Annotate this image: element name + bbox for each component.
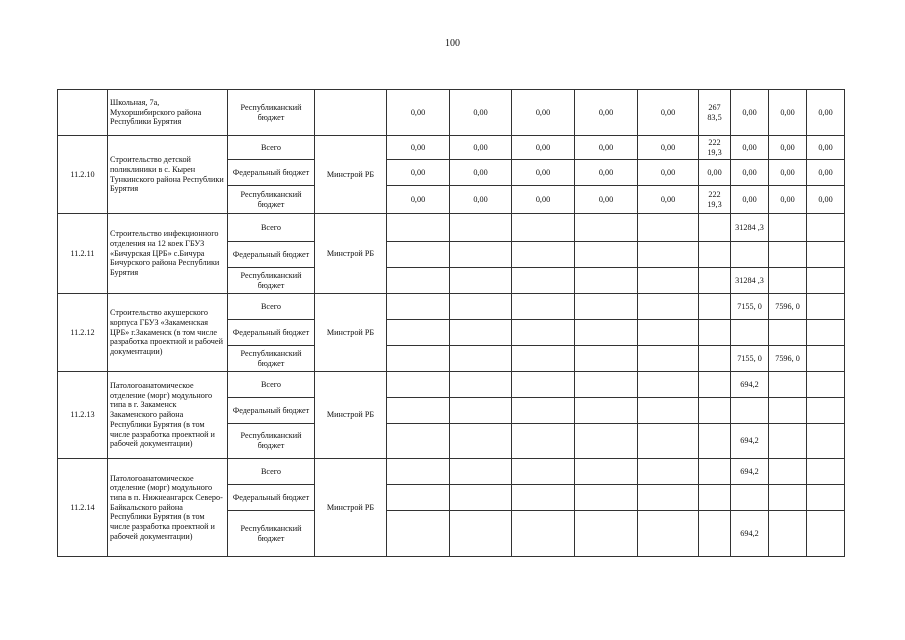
funding-source: Республиканский бюджет (228, 186, 315, 214)
value-cell (450, 268, 512, 294)
table-row (58, 90, 845, 136)
executor: Минстрой РБ (315, 214, 387, 294)
value-cell (769, 485, 807, 511)
value-cell (450, 424, 512, 459)
value-cell (699, 398, 731, 424)
value-cell: 7155, 0 (731, 294, 769, 320)
value-cell: 0,00 (638, 186, 699, 214)
funding-source: Всего (228, 372, 315, 398)
value-cell (638, 485, 699, 511)
value-cell (699, 485, 731, 511)
value-cell: 31284 ,3 (731, 268, 769, 294)
value-cell (638, 372, 699, 398)
value-cell (807, 372, 845, 398)
value-cell: 0,00 (450, 136, 512, 160)
value-cell (699, 511, 731, 557)
value-cell (450, 346, 512, 372)
funding-source: Всего (228, 214, 315, 242)
funding-source: Федеральный бюджет (228, 485, 315, 511)
value-cell (699, 320, 731, 346)
value-cell (638, 268, 699, 294)
value-cell (575, 346, 638, 372)
value-cell (387, 268, 450, 294)
value-cell (575, 320, 638, 346)
value-cell: 0,00 (575, 186, 638, 214)
value-cell (575, 214, 638, 242)
row-name: Патологоанатомическое отделение (морг) модульного типа в п. Нижнеангарск Северо-Байкальского района Республики Бурятия (в том числе разработка проектной и рабочей документации) (108, 459, 228, 557)
value-cell: 0,00 (512, 136, 575, 160)
executor: Минстрой РБ (315, 459, 387, 557)
value-cell (807, 294, 845, 320)
table-row (58, 294, 845, 320)
value-cell (387, 320, 450, 346)
value-cell: 0,00 (387, 160, 450, 186)
value-cell (450, 459, 512, 485)
value-cell (769, 242, 807, 268)
value-cell (807, 424, 845, 459)
value-cell (638, 242, 699, 268)
value-cell (387, 424, 450, 459)
value-cell: 0,00 (575, 90, 638, 136)
value-cell: 7596, 0 (769, 294, 807, 320)
value-cell (512, 398, 575, 424)
value-cell (450, 320, 512, 346)
value-cell: 0,00 (450, 186, 512, 214)
value-cell: 0,00 (512, 186, 575, 214)
table-row (58, 214, 845, 242)
value-cell (575, 398, 638, 424)
value-cell (512, 242, 575, 268)
funding-source: Федеральный бюджет (228, 398, 315, 424)
value-cell (638, 398, 699, 424)
value-cell (638, 320, 699, 346)
value-cell (575, 511, 638, 557)
funding-source: Всего (228, 459, 315, 485)
value-cell (769, 459, 807, 485)
value-cell: 7596, 0 (769, 346, 807, 372)
value-cell (575, 485, 638, 511)
executor: Минстрой РБ (315, 136, 387, 214)
value-cell (575, 459, 638, 485)
value-cell (512, 372, 575, 398)
value-cell (638, 459, 699, 485)
value-cell (731, 242, 769, 268)
value-cell: 222 19,3 (699, 136, 731, 160)
value-cell (387, 485, 450, 511)
value-cell: 0,00 (769, 90, 807, 136)
value-cell (807, 320, 845, 346)
value-cell: 0,00 (731, 136, 769, 160)
row-code: 11.2.10 (58, 136, 108, 214)
value-cell (512, 214, 575, 242)
table-row (58, 459, 845, 485)
value-cell (699, 459, 731, 485)
value-cell (575, 424, 638, 459)
funding-source: Республиканский бюджет (228, 511, 315, 557)
row-name: Патологоанатомическое отделение (морг) модульного типа в г. Закаменск Закаменского района Республики Бурятия (в том числе разработка проектной и рабочей документации) (108, 372, 228, 459)
value-cell (807, 511, 845, 557)
value-cell (512, 511, 575, 557)
value-cell (699, 242, 731, 268)
value-cell (699, 214, 731, 242)
value-cell (387, 372, 450, 398)
value-cell: 7155, 0 (731, 346, 769, 372)
value-cell (638, 294, 699, 320)
row-name: Строительство акушерского корпуса ГБУЗ «Закаменская ЦРБ» г.Закаменск (в том числе разработка проектной и рабочей документации) (108, 294, 228, 372)
value-cell (450, 398, 512, 424)
funding-source: Республиканский бюджет (228, 424, 315, 459)
value-cell (638, 424, 699, 459)
value-cell (769, 320, 807, 346)
row-name: Школьная, 7а, Мухоршибирского района Республики Бурятия (108, 90, 228, 136)
value-cell (807, 242, 845, 268)
value-cell (638, 214, 699, 242)
value-cell (450, 372, 512, 398)
value-cell (807, 214, 845, 242)
value-cell: 222 19,3 (699, 186, 731, 214)
value-cell: 0,00 (450, 90, 512, 136)
value-cell: 0,00 (450, 160, 512, 186)
value-cell: 0,00 (807, 90, 845, 136)
value-cell: 0,00 (387, 186, 450, 214)
funding-source: Республиканский бюджет (228, 346, 315, 372)
value-cell (807, 459, 845, 485)
row-code: 11.2.13 (58, 372, 108, 459)
funding-source: Федеральный бюджет (228, 242, 315, 268)
value-cell (450, 511, 512, 557)
value-cell (731, 398, 769, 424)
value-cell: 31284 ,3 (731, 214, 769, 242)
value-cell (807, 398, 845, 424)
value-cell: 0,00 (769, 160, 807, 186)
funding-source: Федеральный бюджет (228, 160, 315, 186)
value-cell (807, 346, 845, 372)
row-code: 11.2.11 (58, 214, 108, 294)
value-cell (769, 214, 807, 242)
value-cell (769, 398, 807, 424)
value-cell (387, 398, 450, 424)
value-cell: 694,2 (731, 459, 769, 485)
value-cell (807, 268, 845, 294)
value-cell (769, 424, 807, 459)
value-cell: 0,00 (769, 136, 807, 160)
value-cell (699, 346, 731, 372)
value-cell: 0,00 (807, 136, 845, 160)
page-number: 100 (445, 38, 460, 49)
table-row (58, 136, 845, 160)
value-cell (512, 320, 575, 346)
value-cell (699, 294, 731, 320)
value-cell (575, 242, 638, 268)
value-cell (387, 214, 450, 242)
value-cell: 0,00 (731, 186, 769, 214)
value-cell (769, 268, 807, 294)
value-cell: 694,2 (731, 372, 769, 398)
row-code: 11.2.14 (58, 459, 108, 557)
value-cell: 267 83,5 (699, 90, 731, 136)
value-cell: 0,00 (731, 90, 769, 136)
value-cell (387, 242, 450, 268)
row-code: 11.2.12 (58, 294, 108, 372)
value-cell: 0,00 (807, 186, 845, 214)
value-cell (512, 346, 575, 372)
value-cell: 0,00 (699, 160, 731, 186)
value-cell: 0,00 (387, 136, 450, 160)
value-cell: 0,00 (575, 160, 638, 186)
value-cell: 0,00 (638, 136, 699, 160)
value-cell (512, 268, 575, 294)
value-cell (769, 372, 807, 398)
value-cell (387, 346, 450, 372)
value-cell (575, 372, 638, 398)
value-cell: 0,00 (512, 160, 575, 186)
value-cell (512, 294, 575, 320)
value-cell: 0,00 (387, 90, 450, 136)
value-cell: 0,00 (731, 160, 769, 186)
value-cell (387, 294, 450, 320)
value-cell (512, 459, 575, 485)
value-cell (575, 294, 638, 320)
budget-table (57, 89, 845, 557)
value-cell (450, 214, 512, 242)
value-cell: 694,2 (731, 511, 769, 557)
value-cell (512, 485, 575, 511)
value-cell (638, 511, 699, 557)
value-cell (512, 424, 575, 459)
value-cell (807, 485, 845, 511)
executor: Минстрой РБ (315, 372, 387, 459)
value-cell (387, 459, 450, 485)
value-cell (450, 242, 512, 268)
value-cell (731, 485, 769, 511)
value-cell: 694,2 (731, 424, 769, 459)
value-cell (638, 346, 699, 372)
value-cell (731, 320, 769, 346)
value-cell: 0,00 (769, 186, 807, 214)
value-cell (699, 372, 731, 398)
value-cell (450, 294, 512, 320)
value-cell: 0,00 (807, 160, 845, 186)
executor: Минстрой РБ (315, 294, 387, 372)
value-cell: 0,00 (638, 90, 699, 136)
funding-source: Федеральный бюджет (228, 320, 315, 346)
funding-source: Республиканский бюджет (228, 268, 315, 294)
value-cell: 0,00 (638, 160, 699, 186)
value-cell (769, 511, 807, 557)
value-cell (450, 485, 512, 511)
value-cell (575, 268, 638, 294)
executor (315, 90, 387, 136)
value-cell: 0,00 (575, 136, 638, 160)
funding-source: Всего (228, 294, 315, 320)
value-cell (699, 268, 731, 294)
funding-source: Всего (228, 136, 315, 160)
value-cell (387, 511, 450, 557)
value-cell (699, 424, 731, 459)
row-code (58, 90, 108, 136)
table-row (58, 372, 845, 398)
funding-source: Республиканский бюджет (228, 90, 315, 136)
row-name: Строительство детской поликлиники в с. Кырен Тункинского района Республики Бурятия (108, 136, 228, 214)
value-cell: 0,00 (512, 90, 575, 136)
row-name: Строительство инфекционного отделения на 12 коек ГБУЗ «Бичурская ЦРБ» с.Бичура Бичурского района Республики Бурятия (108, 214, 228, 294)
